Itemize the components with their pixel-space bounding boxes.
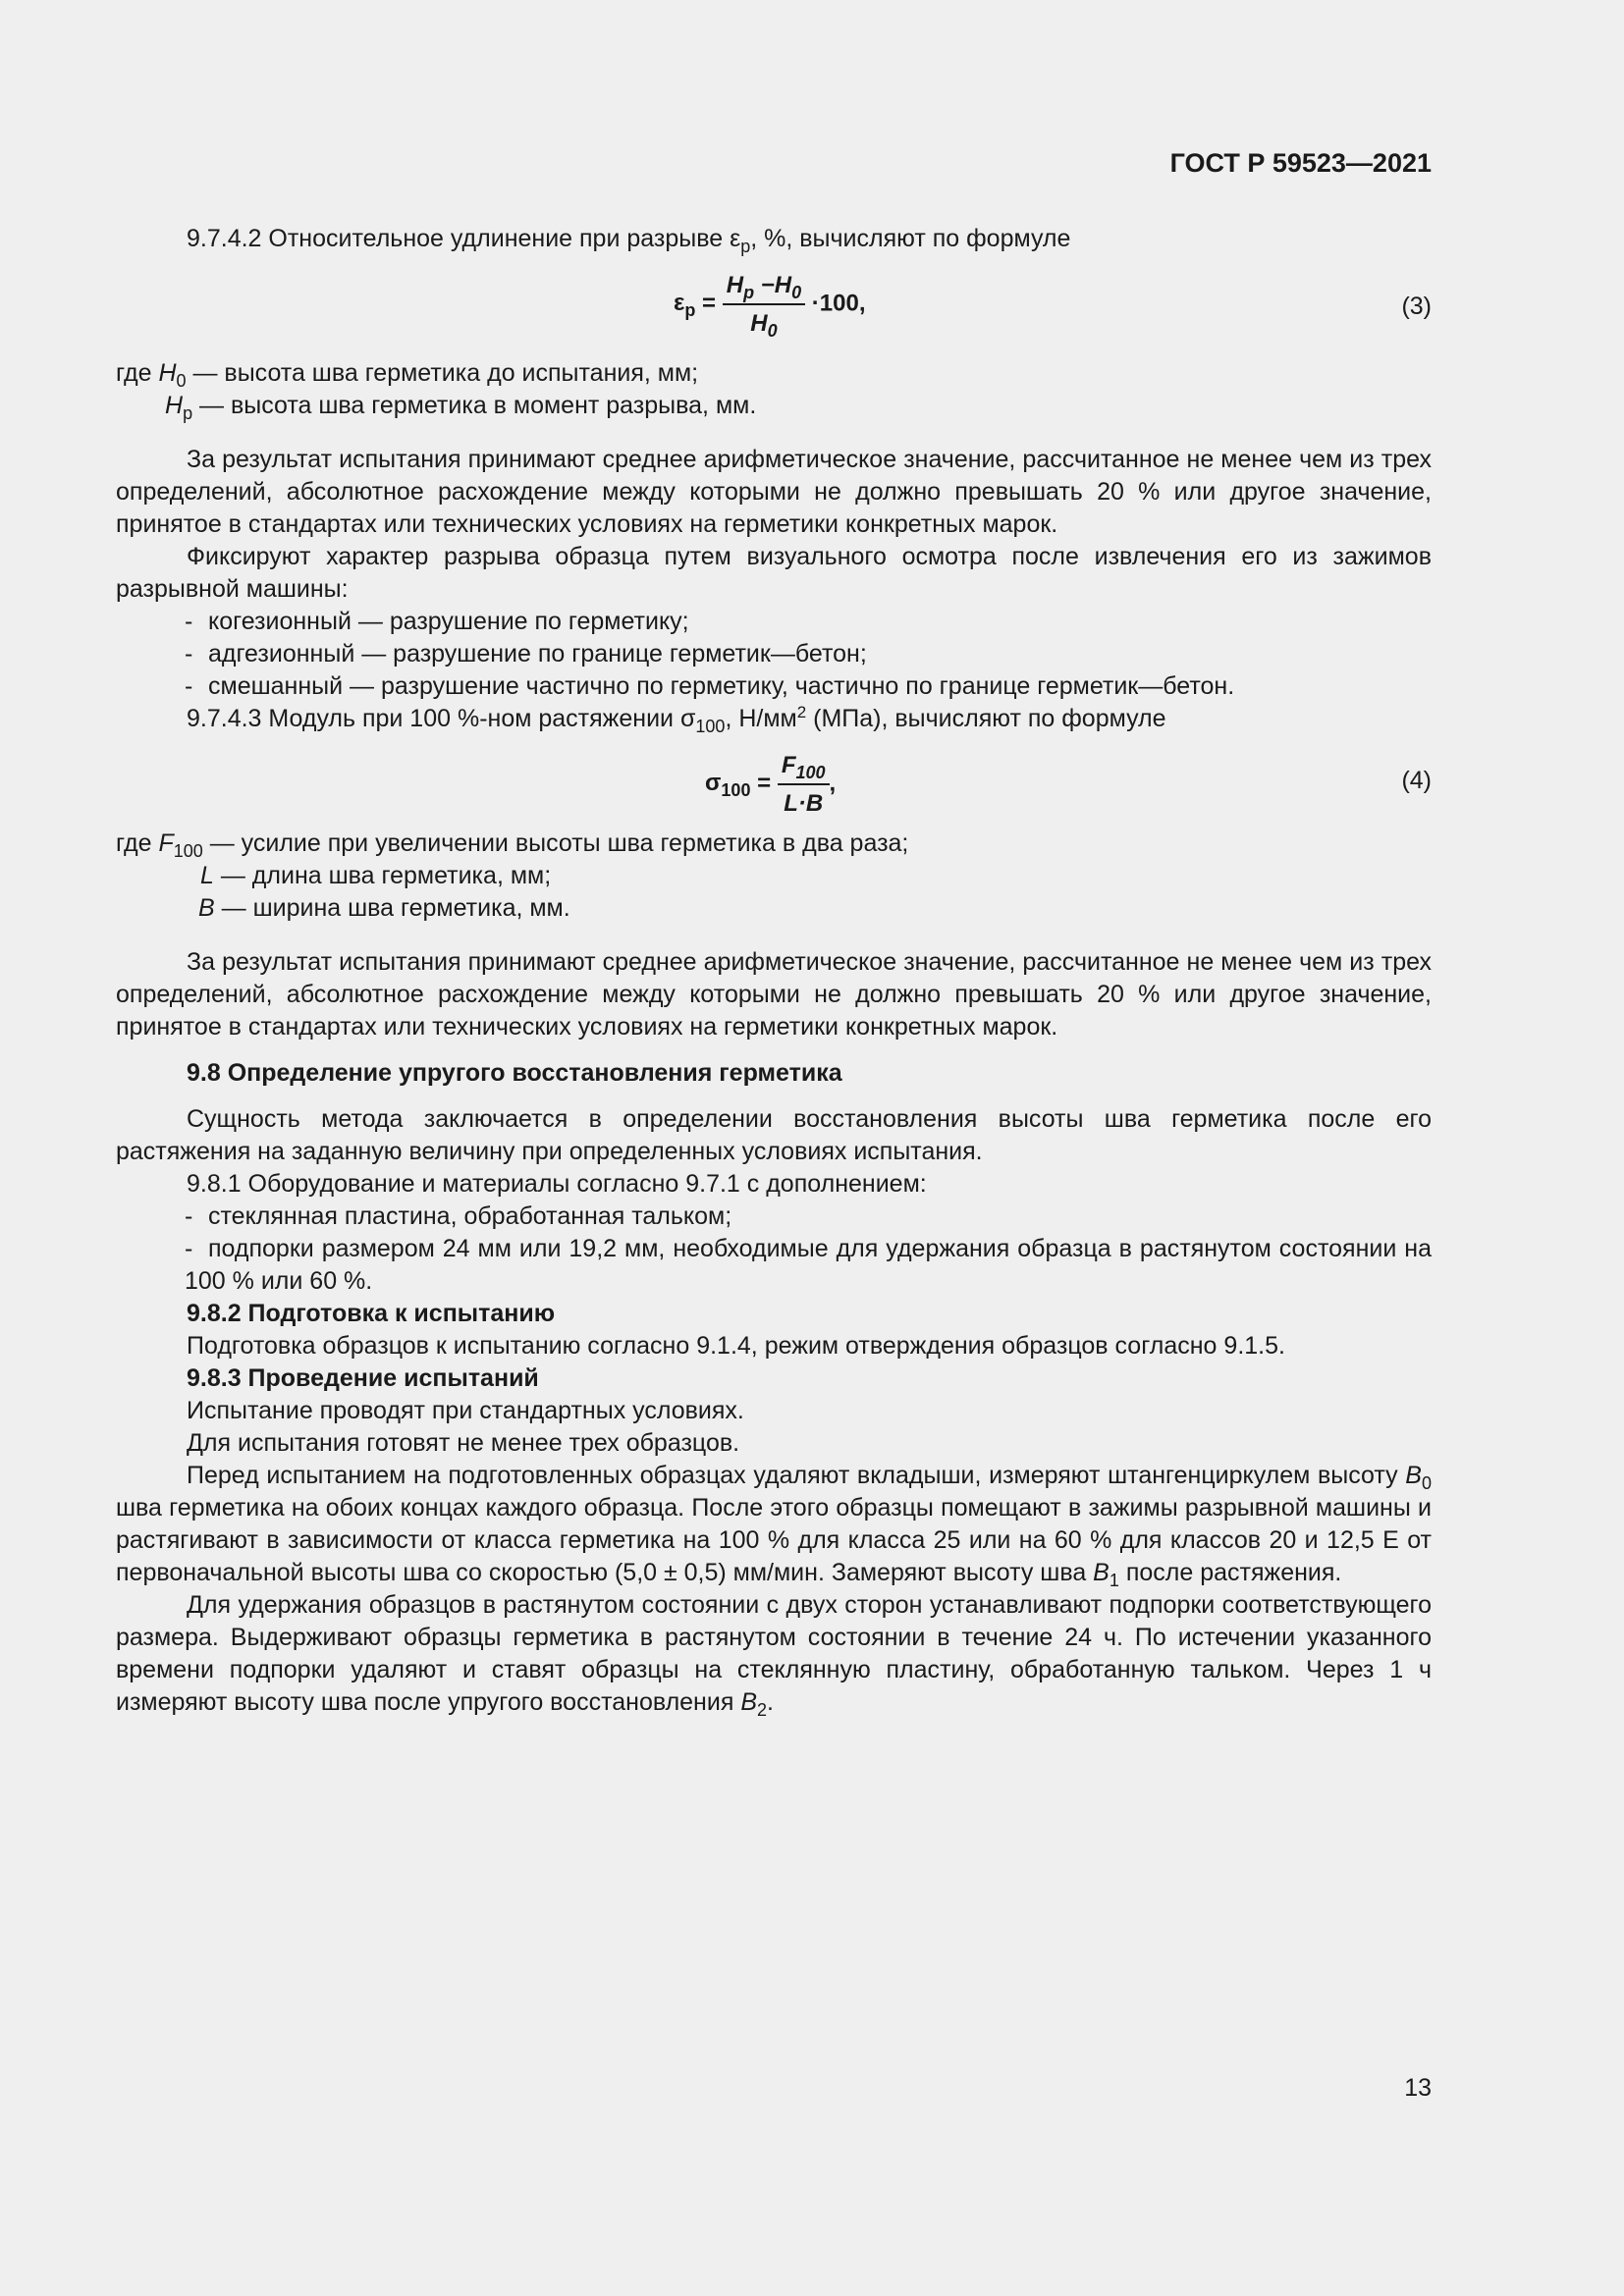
where-f100: где $F_{100}$ — усилие при увеличении высоты шва герметика в два раза; <box>116 829 909 861</box>
equation-number-3: (3) <box>1401 293 1432 320</box>
section-98-essence-paragraph: Сущность метода заключается в определении восстановления высоты шва герметика после его растяжения на заданную величину при определенных условиях испытания. <box>116 1105 1432 1165</box>
section-9742-intro: 9.7.4.2 Относительное удлинение при разрыве $\varepsilon_р$, %, вычисляют по формуле <box>187 225 1071 256</box>
where-l: L — длина шва герметика, мм; <box>200 862 552 889</box>
section-981-text: 9.8.1 Оборудование и материалы согласно 9.7.1 с дополнением: <box>187 1170 927 1198</box>
document-code: ГОСТ Р 59523—2021 <box>1169 148 1432 178</box>
formula-3: $\varepsilon_p$ = $\frac{H_p -H_0}{H_0}$ ·100, (3) <box>116 255 1432 357</box>
formula-3-lhs: $\varepsilon_p$ <box>674 290 696 321</box>
section-9743-intro: 9.7.4.3 Модуль при 100 %-ном растяжении $\sigma_{100}$, $Н/мм^2$ (МПа), вычисляют по формуле <box>187 703 1166 736</box>
where-hp: $H_р$ — высота шва герметика в момент разрыва, мм. <box>165 392 757 423</box>
formula-3-fraction: $\frac{H_p -H_0}{H_0}$ <box>723 269 805 340</box>
section-983-text-samples: Для испытания готовят не менее трех образцов. <box>187 1429 740 1457</box>
formula-4-fraction: $\frac{F_{100}}{L\cdot B}$ <box>778 749 830 820</box>
section-9743-result-paragraph: За результат испытания принимают среднее арифметическое значение, рассчитанное не менее чем из трех определений, абсолютное расхождение между которыми не должно превышать 20 % или другое значение, принятое в стандартах или технических условиях на герметики конкретных марок. <box>116 948 1432 1041</box>
where-b: B — ширина шва герметика, мм. <box>198 894 570 922</box>
section-983-holding-paragraph: Для удержания образцов в растянутом состоянии с двух сторон устанавливают подпорки соответствующего размера. Выдерживают образцы герметика в растянутом состоянии в течение 24 ч. По истечении указанного времени подпорки удаляют и ставят образцы на стеклянную пластину, обработанную тальком. Через 1 ч измеряют высоту шва после упругого восстановления $B_2$. <box>116 1591 1432 1720</box>
list-item: - смешанный — разрушение частично по герметику, частично по границе герметик—бетон. <box>185 672 1235 700</box>
section-982-text: Подготовка образцов к испытанию согласно 9.1.4, режим отверждения образцов согласно 9.1.5. <box>187 1332 1285 1360</box>
formula-4-lhs: $\sigma_{100}$ <box>705 770 751 801</box>
section-983-procedure-paragraph: Перед испытанием на подготовленных образцах удаляют вкладыши, измеряют штангенциркулем высоту $B_0$ шва герметика на обоих концах каждого образца. После этого образцы помещают в зажимы разрывной машины и растягивают в зависимости от класса герметика на 100 % для класса 25 или на 60 % для классов 20 и 12,5 Е от первоначальной высоты шва со скоростью (5,0 ± 0,5) мм/мин. Замеряют высоту шва $B_1$ после растяжения. <box>116 1462 1432 1590</box>
list-item: - адгезионный — разрушение по границе герметик—бетон; <box>185 640 867 667</box>
section-98-title: 9.8 Определение упругого восстановления герметика <box>187 1059 842 1087</box>
list-item: - стеклянная пластина, обработанная тальком; <box>185 1202 732 1230</box>
section-9742-result-paragraph: За результат испытания принимают среднее арифметическое значение, рассчитанное не менее чем из трех определений, абсолютное расхождение между которыми не должно превышать 20 % или другое значение, принятое в стандартах или технических условиях на герметики конкретных марок. <box>116 446 1432 538</box>
list-item: - когезионный — разрушение по герметику; <box>185 608 689 635</box>
page-body <box>116 223 1432 1719</box>
list-item: - подпорки размером 24 мм или 19,2 мм, необходимые для удержания образца в растянутом состоянии на 100 % или 60 %. <box>185 1235 1432 1295</box>
formula-4: $\sigma_{100}$ = $\frac{F_{100}}{L\cdot B}$ , (4) <box>116 735 1432 828</box>
where-h0: где $H_0$ — высота шва герметика до испытания, мм; <box>116 359 699 391</box>
equation-number-4: (4) <box>1401 767 1432 794</box>
section-983-title: 9.8.3 Проведение испытаний <box>187 1364 539 1392</box>
section-982-title: 9.8.2 Подготовка к испытанию <box>187 1300 556 1327</box>
section-983-text-conditions: Испытание проводят при стандартных условиях. <box>187 1397 744 1424</box>
section-9742-rupture-paragraph: Фиксируют характер разрыва образца путем визуального осмотра после извлечения его из зажимов разрывной машины: <box>116 543 1432 603</box>
page-number: 13 <box>1404 2074 1432 2102</box>
